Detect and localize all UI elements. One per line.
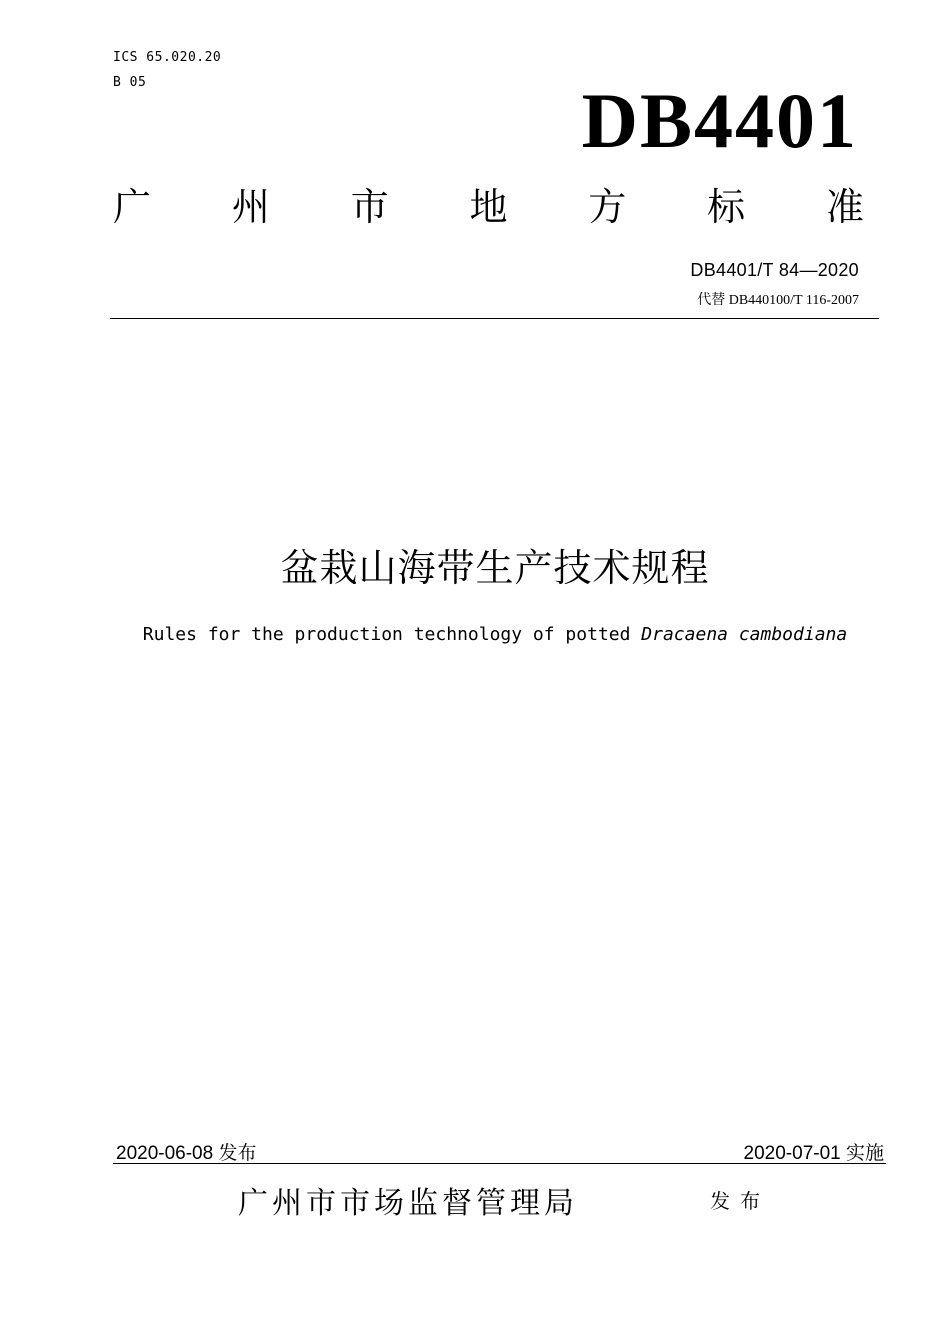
issue-label: 发布	[710, 1189, 770, 1213]
standard-type-char: 地	[469, 185, 508, 229]
header-divider	[110, 318, 879, 319]
standard-number: DB4401/T 84—2020	[690, 260, 859, 280]
replaces-note: 代替 DB440100/T 116-2007	[697, 293, 859, 308]
publish-date: 2020-06-08 发布	[116, 1143, 257, 1164]
title-english-text: Rules for the production technology of potted	[142, 624, 642, 645]
standard-type-char: 州	[231, 185, 270, 229]
implementation-date: 2020-07-01 实施	[743, 1143, 884, 1164]
ics-code: ICS 65.020.20	[113, 50, 222, 65]
standard-type-char: 方	[588, 185, 627, 229]
standard-type-heading	[113, 185, 864, 229]
standard-type-char: 市	[350, 185, 389, 229]
standard-code-logo: DB4401	[581, 77, 858, 164]
footer-divider	[113, 1163, 886, 1164]
classification-code: B 05	[113, 75, 147, 90]
standard-type-char: 准	[825, 185, 864, 229]
document-title-english	[0, 624, 950, 645]
issuing-authority: 广州市市场监督管理局	[238, 1186, 578, 1221]
document-title-chinese: 盆栽山海带生产技术规程	[280, 546, 710, 590]
title-species-name: Dracaena cambodiana	[641, 624, 848, 645]
standard-type-char: 广	[113, 185, 152, 229]
standard-type-char: 标	[707, 185, 746, 229]
